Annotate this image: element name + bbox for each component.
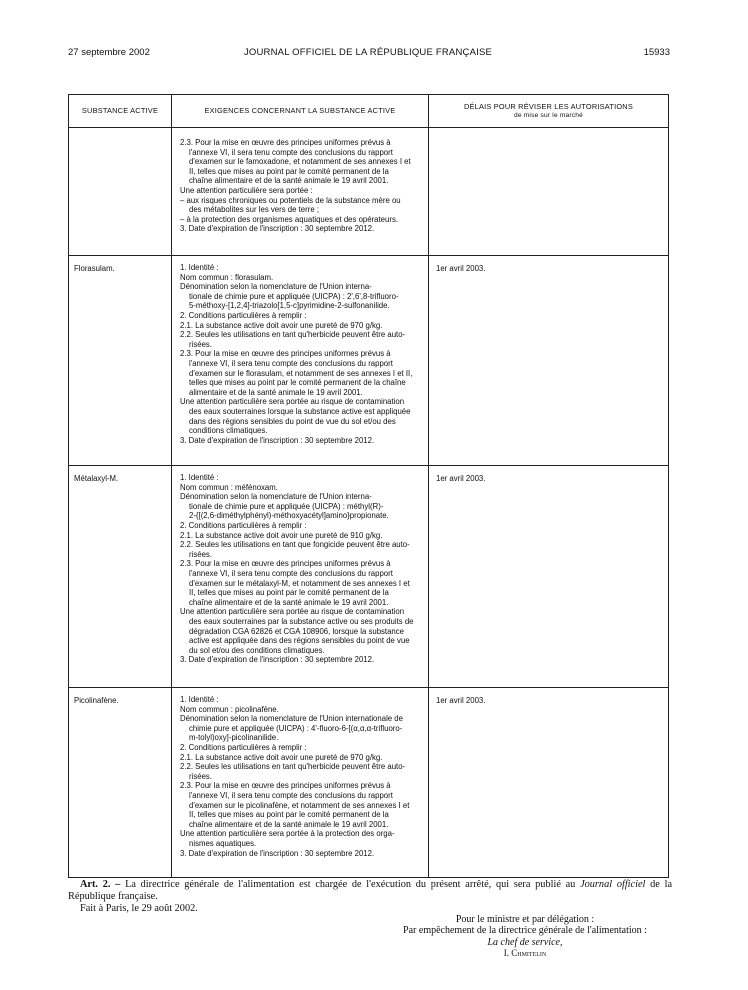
requirement-line: nismes aquatiques. bbox=[189, 838, 257, 848]
requirement-line: 5-méthoxy-[1,2,4]-triazolo[1,5-c]pyrimidine-2-sulfonanilide. bbox=[189, 301, 390, 311]
requirement-line: 2.3. Pour la mise en œuvre des principes uniformes prévus à bbox=[180, 138, 391, 147]
signature-line-2: Par empêchement de la directrice générale de l'alimentation : bbox=[403, 925, 647, 937]
requirement-line: dégradation CGA 62826 et CGA 108906, lorsque la substance bbox=[189, 626, 404, 636]
requirement-line: 2.3. Pour la mise en œuvre des principes uniformes prévus à bbox=[180, 559, 391, 569]
requirement-line: 2.2. Seules les utilisations en tant qu'herbicide peuvent être auto- bbox=[180, 330, 406, 340]
article-text: La directrice générale de l'alimentation est chargée de l'exécution du présent arrêté, qui sera publié au bbox=[125, 879, 576, 890]
requirement-line: chaîne alimentaire et de la santé animale le 19 avril 2001. bbox=[189, 819, 389, 829]
substance-requirements bbox=[172, 466, 429, 688]
requirement-line: II, telles que mises au point par le comité permanent de la bbox=[189, 588, 389, 598]
signatory-name: I. Chmitelin bbox=[503, 947, 547, 958]
requirement-line: chaîne alimentaire et de la santé animale le 19 avril 2001. bbox=[189, 176, 389, 186]
requirement-line: 2.1. La substance active doit avoir une pureté de 970 g/kg. bbox=[180, 752, 383, 762]
requirement-line: 2.1. La substance active doit avoir une pureté de 910 g/kg. bbox=[180, 530, 383, 540]
requirement-line: alimentaire et de la santé animale le 19 avril 2001. bbox=[189, 387, 363, 397]
requirement-line: Nom commun : florasulam. bbox=[180, 272, 274, 282]
requirement-line: des eaux souterraines par la substance active ou ses produits de bbox=[189, 616, 414, 626]
requirement-line: dans des régions sensibles du point de vue du sol et/ou des bbox=[189, 416, 396, 426]
substance-requirements bbox=[172, 128, 429, 256]
requirement-line: des métabolites sur les vers de terre ; bbox=[189, 205, 320, 215]
article-2 bbox=[68, 879, 672, 903]
signature-block bbox=[380, 914, 670, 959]
requirement-line: II, telles que mises au point par le comité permanent de la bbox=[189, 810, 389, 820]
substance-name: Picolinafène. bbox=[69, 688, 172, 878]
substances-table bbox=[68, 94, 669, 878]
requirement-line: d'examen sur le métalaxyl-M, et notamment de ses annexes I et bbox=[189, 578, 410, 588]
requirement-line: d'examen sur le picolinafène, et notamment de ses annexes I et bbox=[189, 800, 410, 810]
page-number: 15933 bbox=[643, 47, 670, 58]
requirement-line: Dénomination selon la nomenclature de l'Union internationale de bbox=[180, 714, 403, 724]
issue-date: 27 septembre 2002 bbox=[68, 47, 150, 58]
requirement-line: 2.2. Seules les utilisations en tant qu'herbicide peuvent être auto- bbox=[180, 762, 406, 772]
journal-title: JOURNAL OFFICIEL DE LA RÉPUBLIQUE FRANÇAISE bbox=[243, 47, 493, 58]
requirement-line: l'annexe VI, il sera tenu compte des conclusions du rapport bbox=[189, 568, 393, 578]
column-header-delays-subtitle: de mise sur le marché bbox=[513, 111, 584, 119]
requirement-line: 2. Conditions particulières à remplir : bbox=[180, 310, 307, 320]
article-label: Art. 2. – bbox=[80, 879, 121, 890]
requirement-line: Dénomination selon la nomenclature de l'Union interna- bbox=[180, 492, 372, 502]
requirement-line: 1. Identité : bbox=[180, 695, 219, 704]
requirement-line: des eaux souterraines lorsque la substance active est appliquée bbox=[189, 406, 411, 416]
column-header-substance: SUBSTANCE ACTIVE bbox=[69, 95, 172, 128]
requirement-line: 1. Identité : bbox=[180, 473, 219, 482]
requirement-line: 2. Conditions particulières à remplir : bbox=[180, 742, 307, 752]
revision-deadline: 1er avril 2003. bbox=[429, 466, 669, 688]
requirement-line: – à la protection des organismes aquatiques et des opérateurs. bbox=[180, 214, 399, 224]
requirement-line: du sol et/ou des conditions climatiques. bbox=[189, 645, 325, 655]
revision-deadline bbox=[429, 128, 669, 256]
requirement-line: tionale de chimie pure et appliquée (UICPA) : 2',6',8-trifluoro- bbox=[189, 291, 399, 301]
requirement-line: 3. Date d'expiration de l'inscription : 30 septembre 2012. bbox=[180, 435, 375, 445]
requirement-line: telles que mises au point par le comité permanent de la chaîne bbox=[189, 378, 406, 388]
requirement-line: 3. Date d'expiration de l'inscription : 30 septembre 2012. bbox=[180, 224, 375, 234]
column-header-delays-title: DÉLAIS POUR RÉVISER LES AUTORISATIONS bbox=[464, 102, 633, 112]
requirement-line: Nom commun : méfénoxam. bbox=[180, 482, 278, 492]
requirement-line: Une attention particulière sera portée à la protection des orga- bbox=[180, 829, 395, 839]
fait-a-paris: Fait à Paris, le 29 août 2002. bbox=[80, 903, 198, 914]
article-text-end: de la République française. bbox=[68, 879, 673, 902]
page-header bbox=[68, 47, 668, 61]
signature-line-1: Pour le ministre et par délégation : bbox=[455, 914, 595, 925]
requirement-line: 3. Date d'expiration de l'inscription : 30 septembre 2012. bbox=[180, 655, 375, 665]
requirement-line: l'annexe VI, il sera tenu compte des conclusions du rapport bbox=[189, 358, 393, 368]
requirement-line: conditions climatiques. bbox=[189, 426, 268, 436]
column-header-delays bbox=[429, 95, 669, 128]
signature-line-3: La chef de service, bbox=[487, 936, 563, 948]
requirement-line: l'annexe VI, il sera tenu compte des conclusions du rapport bbox=[189, 147, 393, 157]
requirement-line: active est appliquée dans des régions sensibles du point de vue bbox=[189, 636, 410, 646]
table-row bbox=[69, 128, 669, 256]
requirement-line: 1. Identité : bbox=[180, 263, 219, 272]
requirement-line: risées. bbox=[189, 549, 212, 559]
substance-requirements bbox=[172, 688, 429, 878]
table-row bbox=[69, 688, 669, 878]
column-header-requirements: EXIGENCES CONCERNANT LA SUBSTANCE ACTIVE bbox=[172, 95, 429, 128]
requirement-line: l'annexe VI, il sera tenu compte des conclusions du rapport bbox=[189, 790, 393, 800]
requirement-line: chimie pure et appliquée (UICPA) : 4'-fluoro-6-[(α,α,α-trifluoro- bbox=[189, 723, 403, 733]
substance-name bbox=[69, 128, 172, 256]
requirement-line: risées. bbox=[189, 339, 212, 349]
requirement-line: 3. Date d'expiration de l'inscription : 30 septembre 2012. bbox=[180, 848, 375, 858]
revision-deadline: 1er avril 2003. bbox=[429, 688, 669, 878]
requirement-line: risées. bbox=[189, 771, 212, 781]
revision-deadline: 1er avril 2003. bbox=[429, 256, 669, 466]
table-row bbox=[69, 256, 669, 466]
requirement-line: 2.3. Pour la mise en œuvre des principes uniformes prévus à bbox=[180, 781, 391, 791]
table-header-row bbox=[69, 95, 669, 128]
requirement-line: tionale de chimie pure et appliquée (UICPA) : méthyl(R)- bbox=[189, 501, 384, 511]
requirement-line: d'examen sur le famoxadone, et notamment de ses annexes I et bbox=[189, 157, 411, 167]
requirement-line: d'examen sur le florasulam, et notamment de ses annexes I et II, bbox=[189, 368, 413, 378]
substance-name: Métalaxyl-M. bbox=[69, 466, 172, 688]
requirement-line: Nom commun : picolinafène. bbox=[180, 704, 279, 714]
requirement-line: 2.1. La substance active doit avoir une pureté de 970 g/kg. bbox=[180, 320, 383, 330]
substance-name: Florasulam. bbox=[69, 256, 172, 466]
substance-requirements bbox=[172, 256, 429, 466]
requirement-line: 2. Conditions particulières à remplir : bbox=[180, 520, 307, 530]
requirement-line: 2.2. Seules les utilisations en tant que fongicide peuvent être auto- bbox=[180, 540, 410, 550]
requirement-line: chaîne alimentaire et de la santé animale le 19 avril 2001. bbox=[189, 597, 389, 607]
table-row bbox=[69, 466, 669, 688]
requirement-line: Une attention particulière sera portée : bbox=[180, 185, 313, 195]
journal-reference: Journal officiel bbox=[580, 879, 646, 890]
requirement-line: 2-{[(2,6-diméthylphényl)-méthoxyacétyl]amino}propionate. bbox=[189, 511, 389, 521]
requirement-line: – aux risques chroniques ou potentiels de la substance mère ou bbox=[180, 195, 401, 205]
requirement-line: Une attention particulière sera portée au risque de contamination bbox=[180, 397, 405, 407]
requirement-line: m-tolyl)oxy]-picolinanilide. bbox=[189, 733, 279, 743]
requirement-line: 2.3. Pour la mise en œuvre des principes uniformes prévus à bbox=[180, 349, 391, 359]
requirement-line: II, telles que mises au point par le comité permanent de la bbox=[189, 166, 389, 176]
requirement-line: Dénomination selon la nomenclature de l'Union interna- bbox=[180, 282, 372, 292]
requirement-line: Une attention particulière sera portée au risque de contamination bbox=[180, 607, 405, 617]
